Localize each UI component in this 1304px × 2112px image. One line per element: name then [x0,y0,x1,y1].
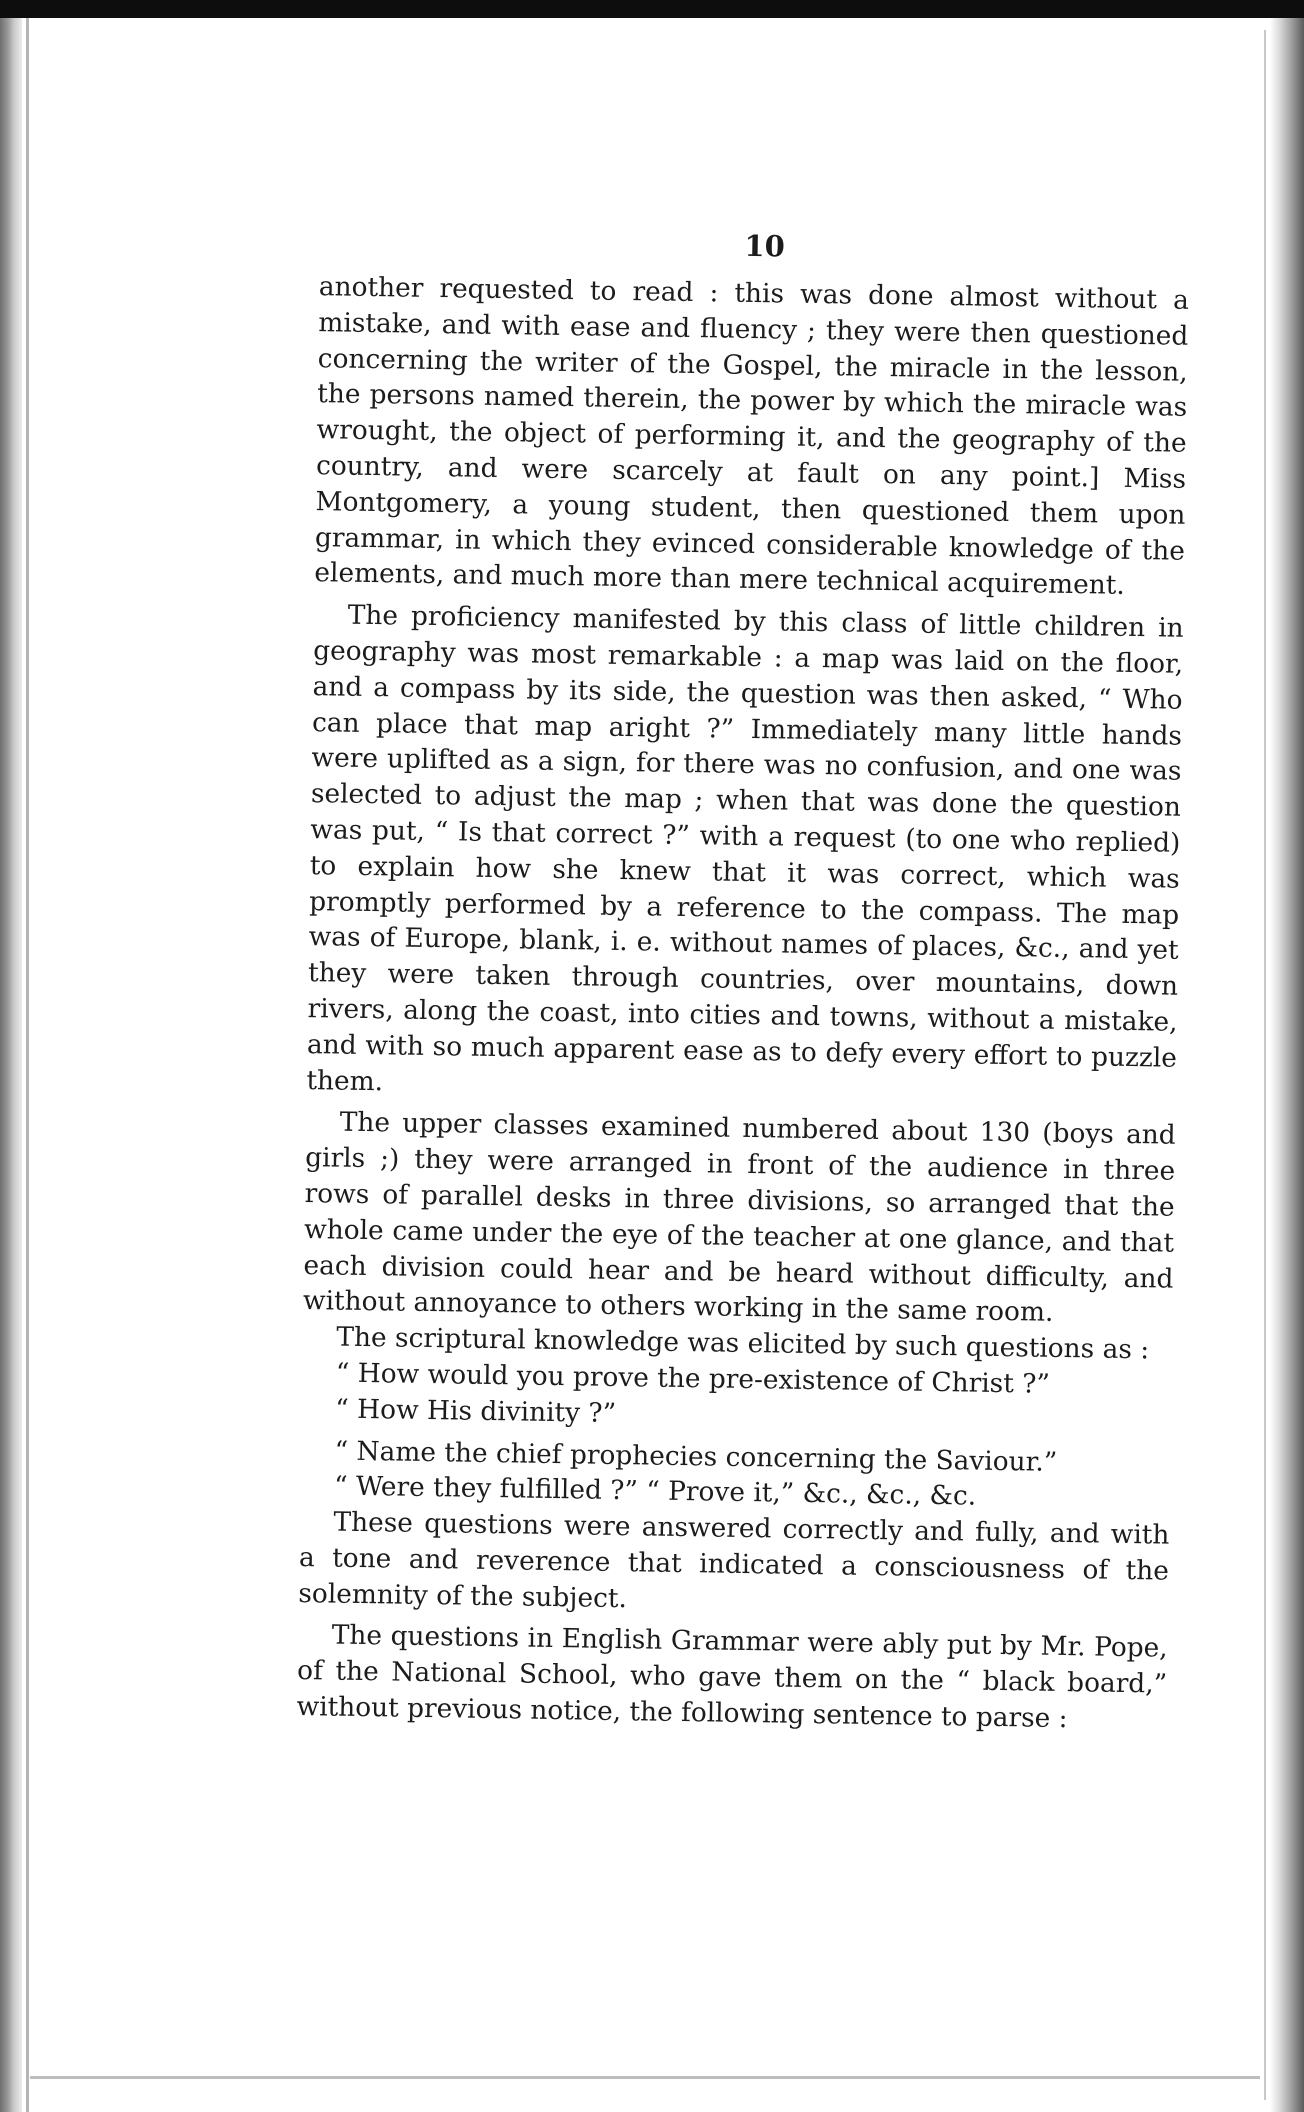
question-pre-existence: “ How would you prove the pre-existence of Christ ?” [335,1357,1051,1400]
page-number: 10 [744,228,786,264]
paragraph-upper-classes: The upper classes examined numbered about 130 (boys and girls ;) they were arranged in front of the audience in three rows of parallel desks in three divisions, so arranged that the whole came under the eye of the teacher at one glance, and that each division could hear and be heard without difficulty, and without annoyance to others working in the same room. [302,1106,1176,1329]
paragraph-scriptural-intro: The scriptural knowledge was elicited by such questions as : [336,1321,1150,1366]
paragraph-reading-exam: another requested to read : this was done almost without a mistake, and with ease and fluency ; they were then questioned concerning the writer of the Gospel, the miracle in the lesson, the persons named therein, the power by which the miracle was wrought, the object of performing it, and the geography of the country, and were scarcely at fault on any point.] Miss Montgomery, a young student, then questioned them upon grammar, in which they evinced considerable knowledge of the elements, and much more than mere technical acquirement. [314,271,1190,602]
question-divinity: “ How His divinity ?” [335,1393,617,1429]
scan-top-border [0,0,1304,18]
book-gutter-shadow [0,18,22,2112]
page-text-block [296,215,1190,1738]
paragraph-english-grammar: The questions in English Grammar were ably put by Mr. Pope, of the National School, who gave them on the “ black board,” without previous notice, the following sentence to parse : [296,1620,1168,1735]
page-edge-line-right [1264,30,1266,2100]
paragraph-answers: These questions were answered correctly and fully, and with a tone and reverence that indicated a consciousness of the solemnity of the subject. [298,1506,1170,1614]
paragraph-geography: The proficiency manifested by this class of little children in geography was most remarkable : a map was laid on the floor, and a compass by its side, the question was then asked, “ Who can place that map aright ?” Immediately many little hands were uplifted as a sign, for there was no confusion, and one was selected to adjust the map ; when that was done the question was put, “ Is that correct ?” with a request (to one who replied) to explain how she knew that it was correct, which was promptly performed by a reference to the compass. The map was of Europe, blank, i. e. without names of places, &c., and yet they were taken through countries, over mountains, down rivers, along the coast, into cities and towns, without a mistake, and with so much apparent ease as to defy every effort to puzzle them. [306,599,1184,1097]
page-edge-line-bottom [30,2076,1260,2079]
question-fulfilled: “ Were they fulfilled ?” “ Prove it,” &c., &c., &c. [333,1470,977,1512]
book-fore-edge-shadow [1270,18,1304,2112]
question-prophecies: “ Name the chief prophecies concerning the Saviour.” [334,1435,1058,1478]
page-edge-line-left [26,18,29,2112]
